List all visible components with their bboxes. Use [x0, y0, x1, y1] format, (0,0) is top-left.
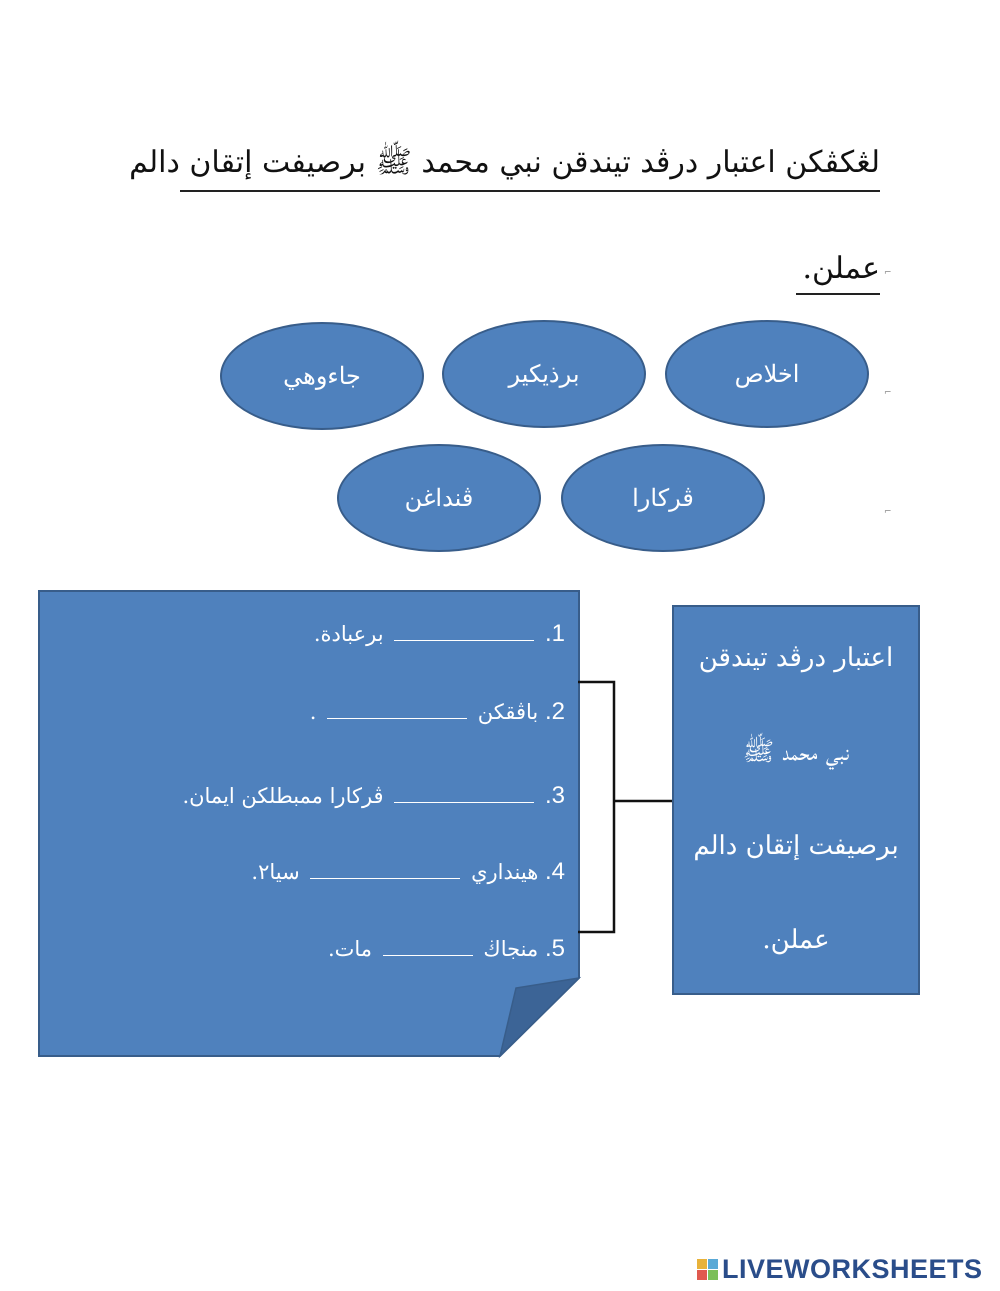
topic-line-1: اعتبار درڤد تيندقن	[698, 643, 894, 673]
question-3: 3. ڤركارا ممبطلكن ايمان.	[182, 782, 565, 809]
logo-squares-icon	[697, 1259, 718, 1280]
question-4: 4. هينداري سيا٢.	[251, 858, 565, 885]
logo-square	[708, 1259, 718, 1269]
option-perkara[interactable]: ڤركارا	[561, 444, 765, 552]
blank-3[interactable]	[394, 784, 534, 803]
option-pandangan[interactable]: ڤنداغن	[337, 444, 541, 552]
logo-square	[697, 1270, 707, 1280]
topic-box	[672, 605, 920, 995]
anchor-icon: ⌐	[884, 507, 892, 517]
option-jauhi[interactable]: جاءوهي	[220, 322, 424, 430]
option-berzikir[interactable]: برذيكير	[442, 320, 646, 428]
question-panel	[38, 590, 583, 1060]
question-1: 1. برعبادة.	[313, 620, 565, 647]
blank-4[interactable]	[310, 860, 460, 879]
instruction-line-1: لڠكڤكن اعتبار درڤد تيندقن نبي محمد ﷺ برصيفت إتقان دالم	[129, 145, 880, 180]
topic-line-3: برصيفت إتقان دالم	[693, 831, 899, 861]
blank-5[interactable]	[383, 937, 473, 956]
blank-1[interactable]	[394, 622, 534, 641]
instruction-line-2: عملن.	[802, 251, 880, 286]
question-5: 5. منجاڬ مات.	[327, 935, 565, 962]
anchor-icon: ⌐	[884, 388, 892, 398]
instruction-underline-1	[180, 190, 880, 192]
liveworksheets-logo	[697, 1253, 983, 1285]
blank-2[interactable]	[327, 700, 467, 719]
question-2: 2. باڤقكن .	[309, 698, 565, 725]
logo-square	[708, 1270, 718, 1280]
logo-text: LIVEWORKSHEETS	[722, 1253, 983, 1284]
topic-line-2: نبي محمد ﷺ	[742, 737, 850, 767]
topic-line-4: عملن.	[762, 925, 830, 955]
option-ikhlas[interactable]: اخلاص	[665, 320, 869, 428]
anchor-icon: ⌐	[884, 268, 892, 278]
logo-square	[697, 1259, 707, 1269]
instruction-underline-2	[796, 293, 880, 295]
